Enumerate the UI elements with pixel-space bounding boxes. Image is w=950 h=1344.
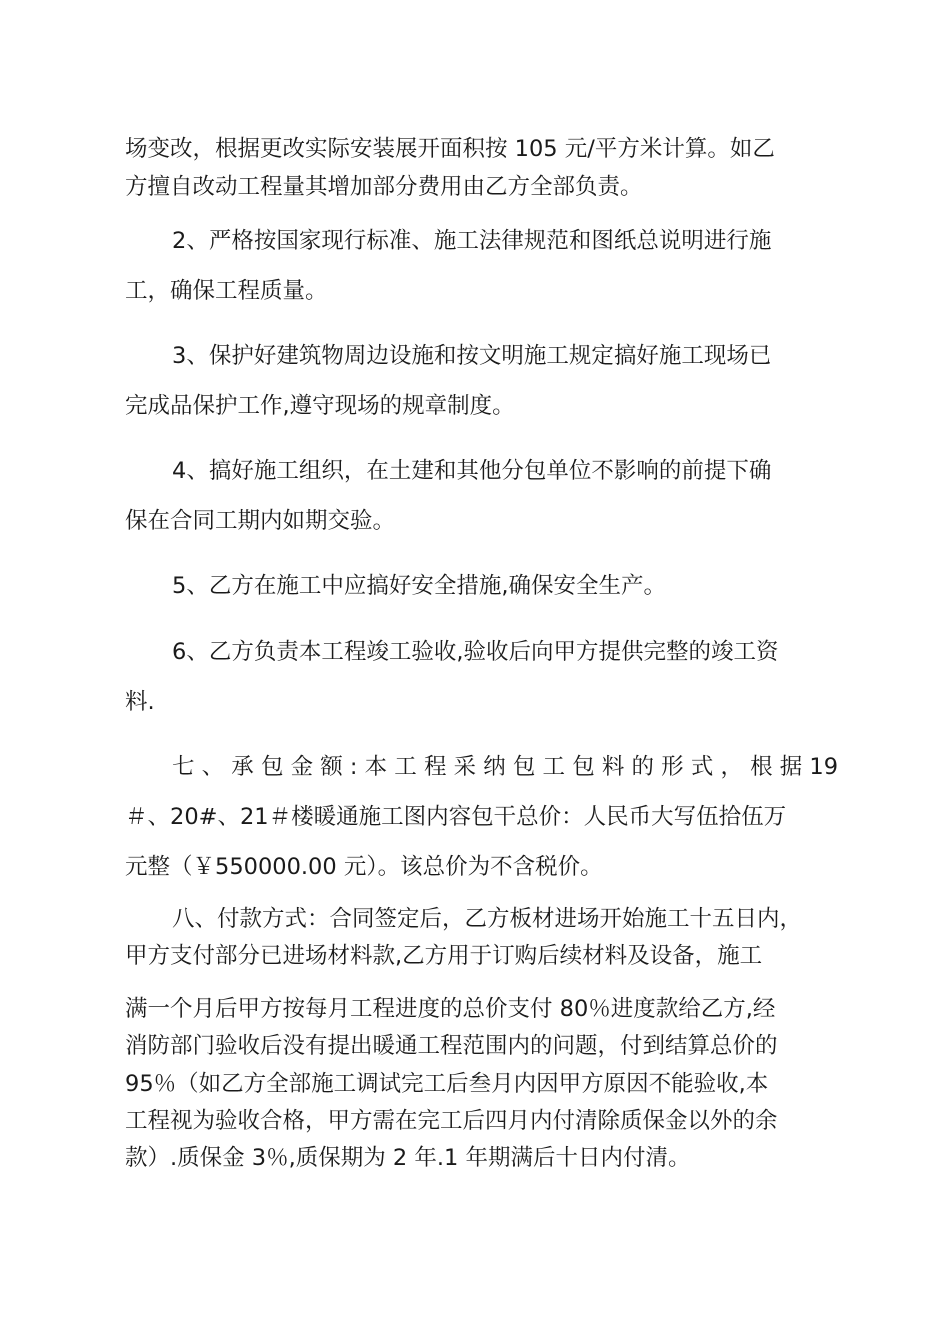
text-line: 保在合同工期内如期交验。 <box>125 508 396 534</box>
text-line: 6、乙方负责本工程竣工验收,验收后向甲方提供完整的竣工资 <box>172 639 779 665</box>
text-line: 完成品保护工作,遵守现场的规章制度。 <box>125 393 515 419</box>
text-line: 元整（￥550000.00 元）。该总价为不含税价。 <box>125 854 603 880</box>
text-line: 95％（如乙方全部施工调试完工后叁月内因甲方原因不能验收,本 <box>125 1071 769 1097</box>
text-line: 3、保护好建筑物周边设施和按文明施工规定搞好施工现场已 <box>172 343 772 369</box>
text-line: 方擅自改动工程量其增加部分费用由乙方全部负责。 <box>125 174 643 200</box>
text-line: 场变改，根据更改实际安装展开面积按 105 元/平方米计算。如乙 <box>125 136 775 162</box>
text-line: 工程视为验收合格，甲方需在完工后四月内付清除质保金以外的余 <box>125 1108 778 1134</box>
text-line: 4、搞好施工组织，在土建和其他分包单位不影响的前提下确 <box>172 458 772 484</box>
text-line: ＃、20#、21＃楼暖通施工图内容包干总价：人民币大写伍拾伍万 <box>125 804 787 830</box>
text-line: 八、付款方式：合同签定后，乙方板材进场开始施工十五日内， <box>172 906 803 932</box>
text-line: 七 、 承 包 金 额 : 本 工 程 采 纳 包 工 包 料 的 形 式 ， 根 据 19 <box>172 754 839 780</box>
text-line: 消防部门验收后没有提出暖通工程范围内的问题，付到结算总价的 <box>125 1033 778 1059</box>
text-line: 工，确保工程质量。 <box>125 278 328 304</box>
text-line: 料. <box>125 689 155 715</box>
text-line: 甲方支付部分已进场材料款,乙方用于订购后续材料及设备，施工 <box>125 943 763 969</box>
text-line: 2、严格按国家现行标准、施工法律规范和图纸总说明进行施 <box>172 228 772 254</box>
text-line: 款）.质保金 3％,质保期为 2 年.1 年期满后十日内付清。 <box>125 1145 691 1171</box>
text-line: 满一个月后甲方按每月工程进度的总价支付 80％进度款给乙方,经 <box>125 996 776 1022</box>
text-line: 5、乙方在施工中应搞好安全措施,确保安全生产。 <box>172 573 666 599</box>
